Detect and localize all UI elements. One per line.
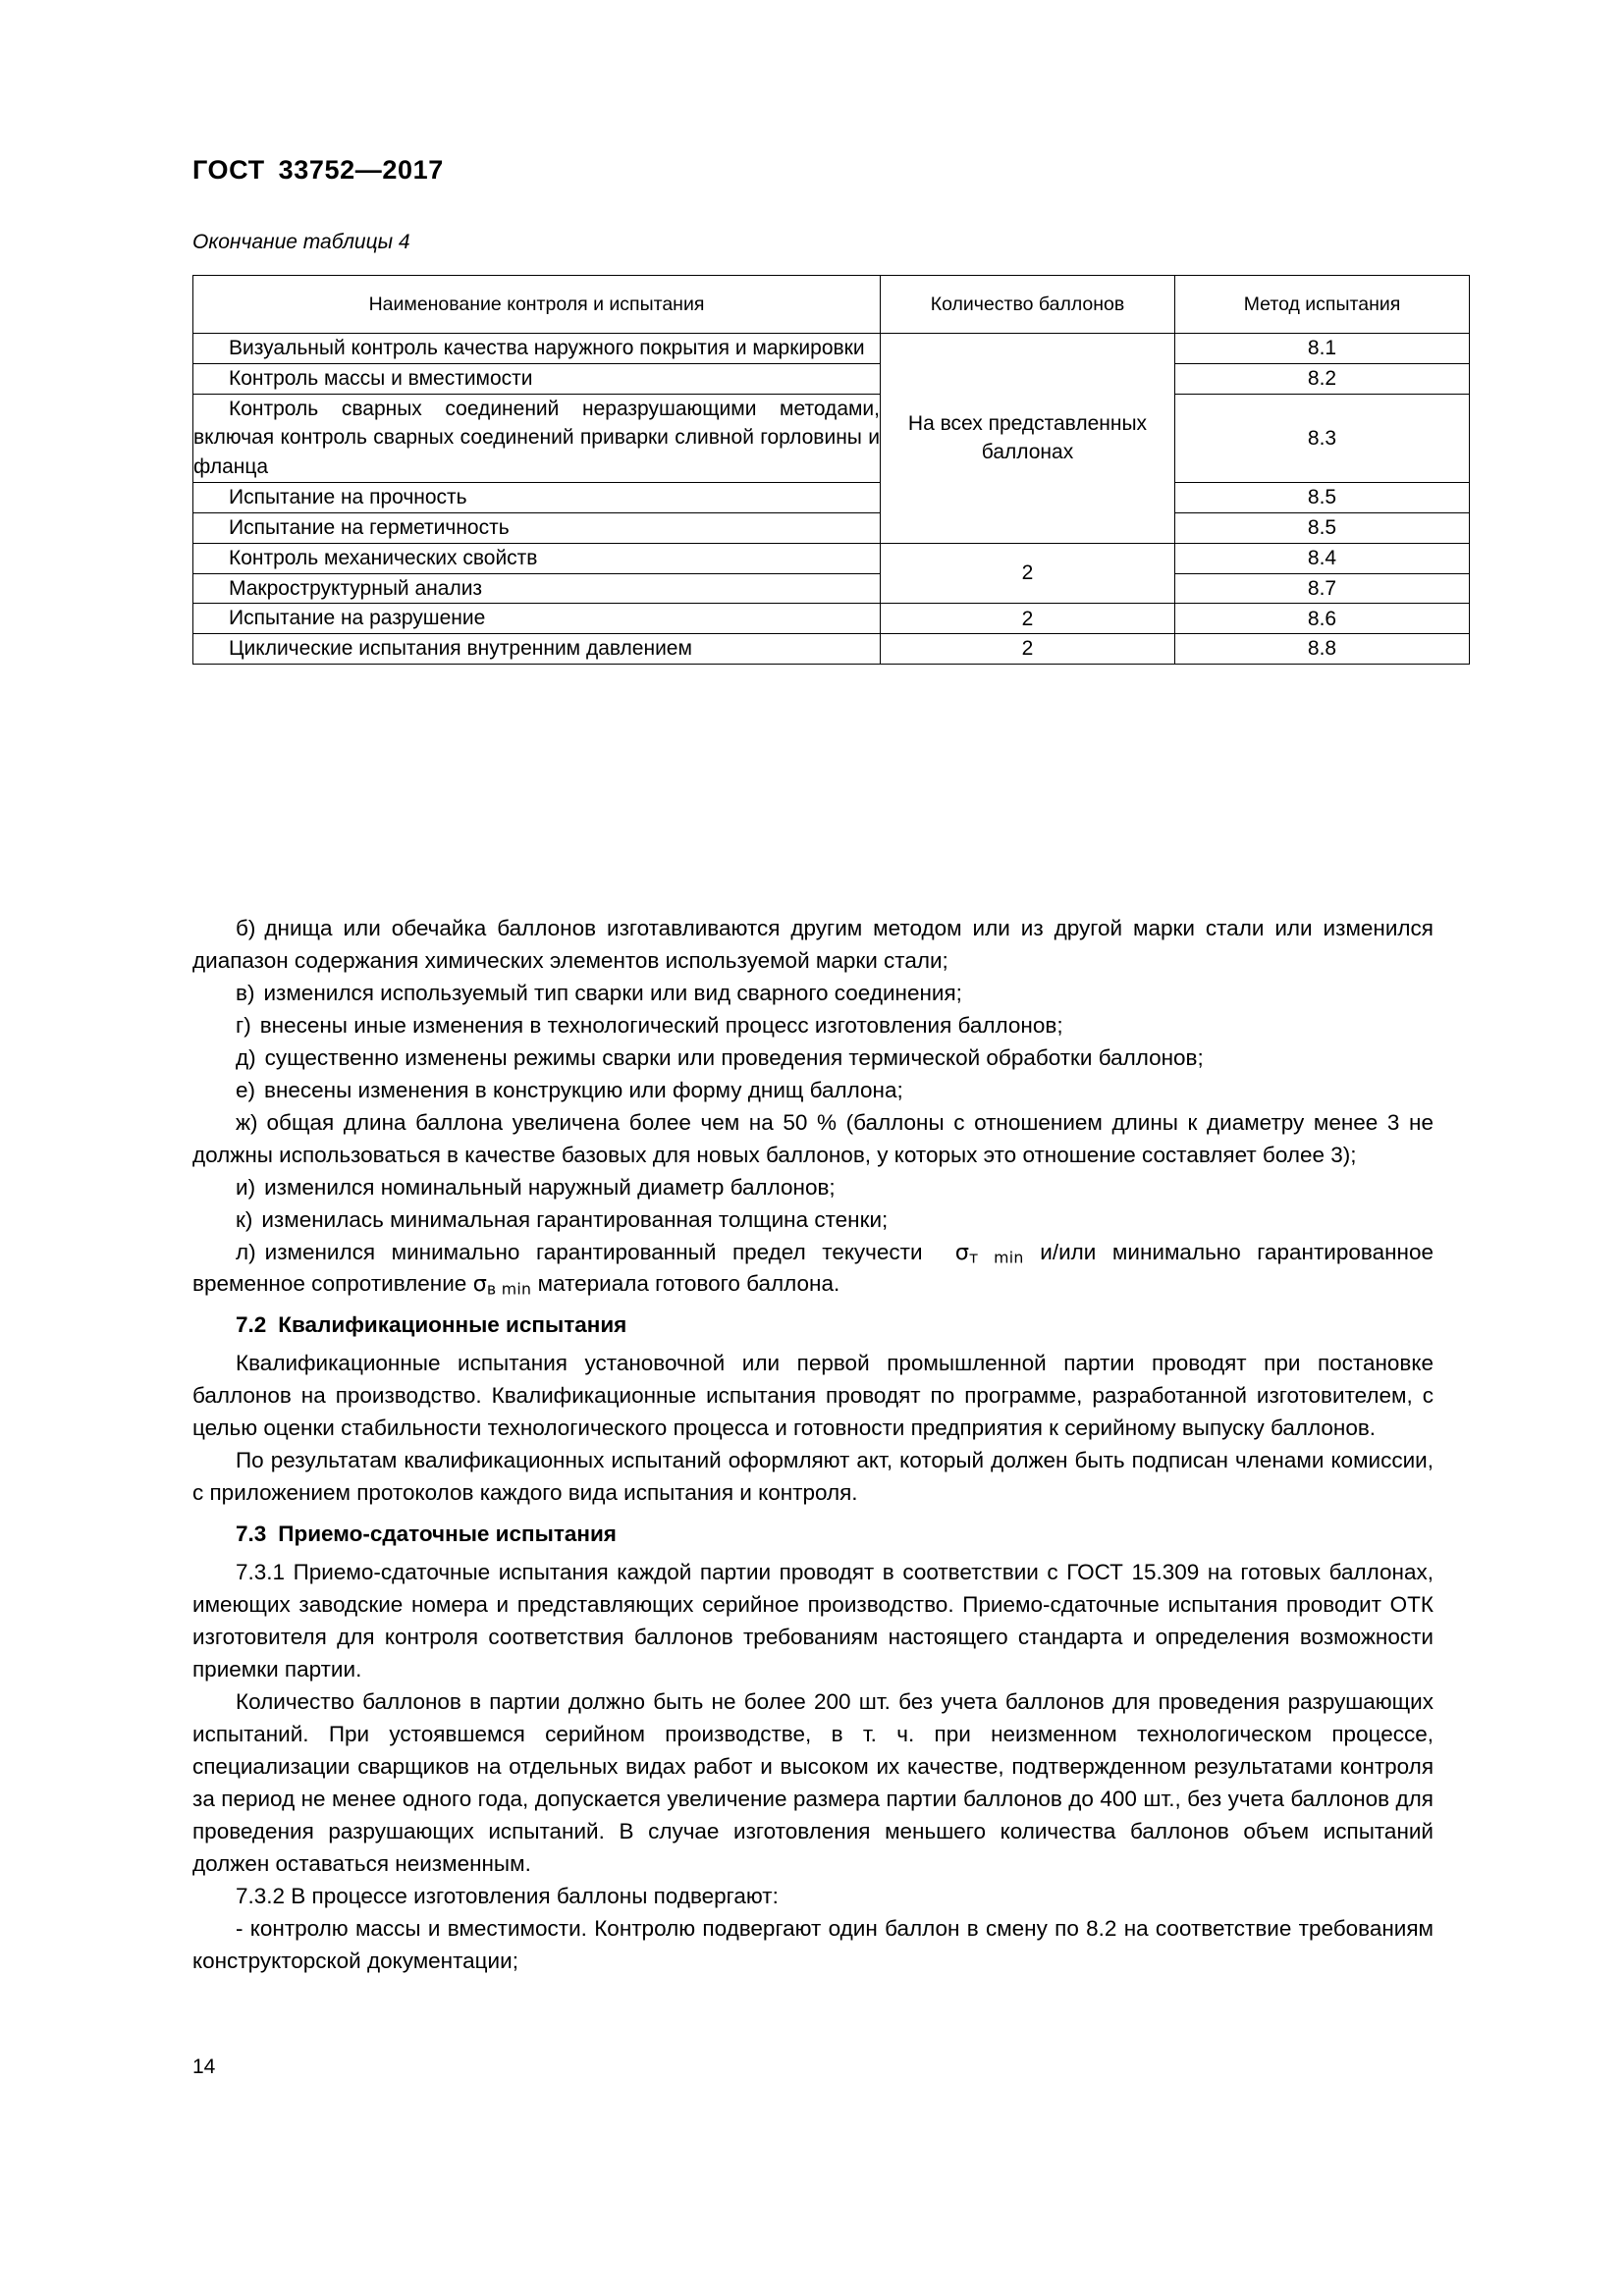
- header-name: Наименование контроля и испытания: [193, 276, 881, 334]
- row-method: 8.2: [1175, 363, 1470, 394]
- row-method: 8.4: [1175, 543, 1470, 573]
- list-item: [192, 1075, 1434, 1107]
- standard-number: 33752—2017: [278, 155, 444, 185]
- table-row: [193, 483, 1470, 513]
- list-text: внесены иные изменения в технологический процесс изготовления баллонов;: [259, 1012, 1063, 1038]
- row-name: Испытание на разрушение: [193, 604, 881, 634]
- list-text: существенно изменены режимы сварки или проведения термической обработки баллонов;: [264, 1044, 1204, 1070]
- list-marker: и): [236, 1174, 256, 1200]
- section-heading-7-2: [192, 1309, 1434, 1342]
- row-name: Циклические испытания внутренним давлением: [193, 634, 881, 665]
- row-name: Контроль сварных соединений неразрушающими методами, включая контроль сварных соединений приварки сливной горловины и фланца: [193, 394, 881, 482]
- list-item: [192, 978, 1434, 1010]
- body-text: [192, 913, 1434, 1978]
- paragraph-7-2-1: Квалификационные испытания установочной или первой промышленной партии проводят при постановке баллонов на производство. Квалификационные испытания проводят по программе, разработанной изготовителем, с целью оценки стабильности технологического процесса и готовности предприятия к серийному выпуску баллонов.: [192, 1351, 1434, 1441]
- section-number: 7.2: [236, 1312, 267, 1338]
- paragraph-7-3-1: 7.3.1 Приемо-сдаточные испытания каждой партии проводят в соответствии с ГОСТ 15.309 на готовых баллонах, имеющих заводские номера и представляющих серийное производство. Приемо-сдаточные испытания проводит ОТК изготовителя для контроля соответствия баллонов требованиям настоящего стандарта и определения возможности приемки партии.: [192, 1560, 1434, 1682]
- list-marker: ж): [236, 1109, 258, 1135]
- row-quantity: 2: [881, 634, 1175, 665]
- paragraph-7-2-2: По результатам квалификационных испытаний оформляют акт, который должен быть подписан членами комиссии, с приложением протоколов каждого вида испытания и контроля.: [192, 1448, 1434, 1506]
- row-name: Испытание на прочность: [193, 483, 881, 513]
- row-method: 8.5: [1175, 483, 1470, 513]
- row-method: 8.5: [1175, 512, 1470, 543]
- table-row: [193, 363, 1470, 394]
- row-method: 8.1: [1175, 334, 1470, 364]
- list-text-before: изменился минимально гарантированный предел текучести: [264, 1239, 923, 1264]
- list-text-after: материала готового баллона.: [537, 1271, 840, 1297]
- list-item: [192, 913, 1434, 978]
- list-item: [192, 1204, 1434, 1237]
- row-quantity-merged: 2: [881, 543, 1175, 604]
- list-text: днища или обечайка баллонов изготавливаются другим методом или из другой марки стали или изменился диапазон содержания химических элементов используемой марки стали;: [192, 916, 1434, 973]
- row-name: Визуальный контроль качества наружного покрытия и маркировки: [193, 334, 881, 364]
- list-text: изменился номинальный наружный диаметр баллонов;: [264, 1174, 836, 1200]
- page-number: 14: [192, 2056, 216, 2078]
- row-method: 8.8: [1175, 634, 1470, 665]
- list-marker: е): [236, 1077, 256, 1102]
- header-method: Метод испытания: [1175, 276, 1470, 334]
- row-quantity-merged: На всех представленных баллонах: [881, 334, 1175, 544]
- table-4-continuation: [192, 275, 1469, 665]
- dash-item-mass-capacity: - контролю массы и вместимости. Контролю подвергают один баллон в смену по 8.2 на соответствие требованиям конструкторской документации;: [192, 1915, 1434, 1973]
- list-marker: д): [236, 1044, 256, 1070]
- list-item: [192, 1107, 1434, 1172]
- sigma-tensile-symbol: $\sigma_{в min}$: [472, 1271, 532, 1299]
- inspection-table: [192, 275, 1470, 665]
- table-row: [193, 573, 1470, 604]
- table-header-row: [193, 276, 1470, 334]
- list-marker: г): [236, 1012, 251, 1038]
- row-name: Испытание на герметичность: [193, 512, 881, 543]
- table-row: [193, 634, 1470, 665]
- section-title: Квалификационные испытания: [278, 1312, 627, 1338]
- section-heading-7-3: [192, 1519, 1434, 1551]
- list-text: изменился используемый тип сварки или вид сварного соединения;: [263, 980, 962, 1005]
- list-marker: б): [236, 916, 256, 940]
- page-header: [192, 155, 444, 186]
- row-method: 8.3: [1175, 394, 1470, 482]
- row-name: Контроль массы и вместимости: [193, 363, 881, 394]
- table-row: [193, 604, 1470, 634]
- row-name: Макроструктурный анализ: [193, 573, 881, 604]
- section-number: 7.3: [236, 1522, 267, 1547]
- list-text-middle: и/или минимально гарантированное временное сопротивление: [192, 1239, 1434, 1297]
- list-text: изменилась минимальная гарантированная толщина стенки;: [261, 1206, 889, 1232]
- row-quantity: 2: [881, 604, 1175, 634]
- table-row: [193, 334, 1470, 364]
- row-method: 8.6: [1175, 604, 1470, 634]
- table-caption: Окончание таблицы 4: [192, 231, 410, 253]
- list-item: [192, 1042, 1434, 1075]
- list-item-l: [192, 1237, 1434, 1302]
- list-marker: л): [236, 1239, 256, 1264]
- list-item: [192, 1010, 1434, 1042]
- list-item: [192, 1172, 1434, 1204]
- list-text: общая длина баллона увеличена более чем на 50 % (баллоны с отношением длины к диаметру менее 3 не должны использоваться в качестве базовых для новых баллонов, у которых это отношение составляет более 3);: [192, 1109, 1434, 1167]
- row-method: 8.7: [1175, 573, 1470, 604]
- section-title: Приемо-сдаточные испытания: [278, 1522, 617, 1547]
- paragraph-7-3-2: 7.3.2 В процессе изготовления баллоны подвергают:: [236, 1883, 779, 1908]
- header-quantity: Количество баллонов: [881, 276, 1175, 334]
- table-row: [193, 394, 1470, 482]
- table-row: [193, 543, 1470, 573]
- standard-label: ГОСТ: [192, 155, 265, 185]
- sigma-yield-symbol: $\sigma_{т min}$: [954, 1239, 1024, 1266]
- paragraph-batch-size: Количество баллонов в партии должно быть не более 200 шт. без учета баллонов для проведения разрушающих испытаний. При устоявшемся серийном производстве, в т. ч. при неизменном технологическом процессе, специализации сварщиков на отдельных видах работ и высоком их качестве, подтвержденном результатами контроля за период не менее одного года, допускается увеличение размера партии баллонов до 400 шт., без учета баллонов для проведения разрушающих испытаний. В случае изготовления меньшего количества баллонов объем испытаний должен оставаться неизменным.: [192, 1688, 1434, 1876]
- list-marker: в): [236, 980, 255, 1005]
- list-marker: к): [236, 1206, 253, 1232]
- list-text: внесены изменения в конструкцию или форму днищ баллона;: [264, 1077, 903, 1102]
- table-row: [193, 512, 1470, 543]
- row-name: Контроль механических свойств: [193, 543, 881, 573]
